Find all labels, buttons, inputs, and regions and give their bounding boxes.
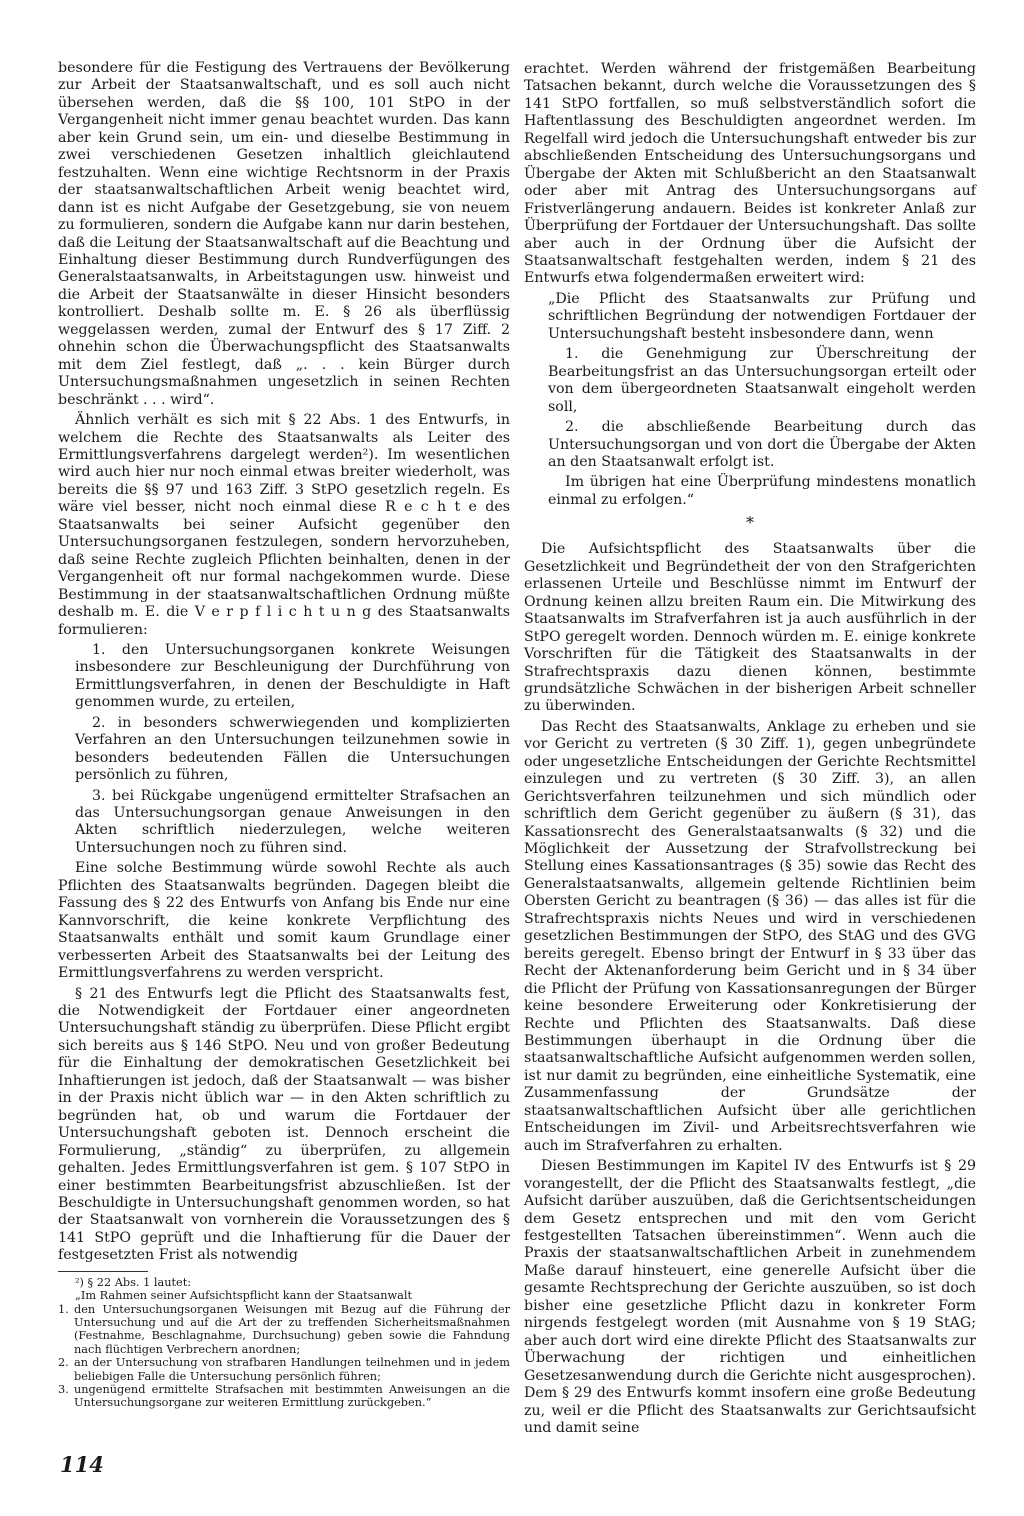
footnote-item-text: den Untersuchungsorganen Weisungen mit Bezug auf die Führung der Untersuchung und auf die Art der zu treffenden Sicherheitsmaßnahmen (Festnahme, Beschlagnahme, Durchsuchung) geben sowie die Fahndung nach flüchtigen Verbrechern anordnen; bbox=[74, 1302, 510, 1356]
page-number: 114 bbox=[60, 1452, 104, 1477]
paragraph: Die Aufsichtspflicht des Staatsanwalts über die Gesetzlichkeit und Begründetheit der von den Strafgerichten erlassenen Urteile und Beschlüsse nimmt im Entwurf der Ordnung keinen allzu breiten Raum ein. Die Mitwirkung des Staatsanwalts im Strafverfahren ist ja auch ausführlich in der StPO geregelt worden. Dennoch würden m. E. einige konkrete Vorschriften für die Tätigkeit des Staatsanwalts in der Strafrechtspraxis dazu dienen können, bestimmte grundsätzliche Schwächen in der bisherigen Arbeit schneller zu überwinden. bbox=[524, 541, 976, 715]
list-item: 2. in besonders schwerwiegenden und komplizierten Verfahren an den Untersuchungen teilzunehmen sowie in besonders bedeutenden Fällen die Untersuchungen persönlich zu führen, bbox=[75, 714, 510, 784]
footnote-divider bbox=[58, 1271, 148, 1272]
quote-closing: Im übrigen hat eine Überprüfung mindestens monatlich einmal zu erfolgen.“ bbox=[548, 474, 976, 508]
footnote-item-text: an der Untersuchung von strafbaren Handlungen teilnehmen und in jedem beliebigen Falle die Untersuchung persönlich führen; bbox=[74, 1356, 510, 1383]
footnote-item bbox=[58, 1383, 510, 1410]
paragraph: Eine solche Bestimmung würde sowohl Rechte als auch Pflichten des Staatsanwalts begründen. Dagegen bleibt die Fassung des § 22 des Entwurfs von Anfang bis Ende nur eine Kannvorschrift, die keine konkrete Verpflichtung des Staatsanwalts enthält und somit kaum Grundlage einer verbesserten Arbeit des Staatsanwalts bei der Leitung des Ermittlungsverfahrens zu werden verspricht. bbox=[58, 860, 510, 982]
footnote-item-number: 1. bbox=[58, 1302, 69, 1316]
footnote-item bbox=[58, 1303, 510, 1357]
paragraph: Diesen Bestimmungen im Kapitel IV des Entwurfs ist § 29 vorangestellt, der die Pflicht des Staatsanwalts festlegt, „die Aufsicht darüber auszuüben, daß die Gerichtsentscheidungen dem Gesetz entsprechen und mit den vom Gericht festgestellten Tatsachen übereinstimmen“. Wenn auch die Praxis der staatsanwaltschaftlichen Arbeit in zunehmendem Maße darauf hinsteuert, eine generelle Aufsicht über die gesamte Rechtsprechung der Gerichte auszuüben, so ist doch bisher eine gesetzliche Pflicht dazu in konkreter Form nirgends festgelegt worden (mit Ausnahme von § 19 StAG; aber auch dort wird eine direkte Pflicht des Staatsanwalts zur Überwachung der richtigen und einheitlichen Gesetzesanwendung durch die Gerichte nicht ausgesprochen). Dem § 29 des Entwurfs kommt insofern eine große Bedeutung zu, weil er die Pflicht des Staatsanwalts zur Gerichtsaufsicht und damit seine bbox=[524, 1158, 977, 1436]
quote-item: 1. die Genehmigung zur Überschreitung der Bearbeitungsfrist an das Untersuchungsorgan erteilt oder von dem übergeordneten Staatsanwalt eingeholt werden soll, bbox=[548, 346, 976, 415]
section-separator: * bbox=[746, 513, 754, 533]
paragraph: Das Recht des Staatsanwalts, Anklage zu erheben und sie vor Gericht zu vertreten (§ 30 Ziff. 1), gegen unbegründete oder ungesetzliche Entscheidungen der Gerichte Rechtsmittel einzulegen und zu vertreten (§ 30 Ziff. 3), an allen Gerichtsverfahren teilzunehmen und sich mündlich oder schriftlich dem Gericht gegenüber zu äußern (§ 31), das Kassationsrecht des Generalstaatsanwalts (§ 32) und die Möglichkeit der Aussetzung der Strafvollstreckung bei Stellung eines Kassationsantrages (§ 35) sowie das Recht des Generalstaatsanwalts, allgemein geltende Richtlinien beim Obersten Gericht zu beantragen (§ 36) — das alles ist für die Strafrechtspraxis nichts Neues und wird in verschiedenen gesetzlichen Bestimmungen der StPO, des StAG und des GVG bereits geregelt. Ebenso bringt der Entwurf in § 33 über das Recht der Aktenanforderung beim Gericht und in § 34 über die Pflicht der Prüfung von Kassationsanregungen der Bürger keine besondere Erweiterung oder Konkretisierung der Rechte und Pflichten des Staatsanwalts. Daß diese Bestimmungen überhaupt in die Ordnung über die staatsanwaltschaftliche Aufsicht aufgenommen werden sollen, ist nur damit zu begründen, eine einheitliche Systematik, eine Zusammenfassung der Grundsätze der staatsanwaltschaftlichen Aufsicht über alle gerichtlichen Entscheidungen im Zivil- und Arbeitsrechtsverfahren wie auch im Strafverfahren zu erhalten. bbox=[524, 718, 976, 1154]
footnote-intro: „Im Rahmen seiner Aufsichtspflicht kann der Staatsanwalt bbox=[75, 1289, 413, 1303]
footnote-item bbox=[58, 1356, 510, 1383]
paragraph: § 21 des Entwurfs legt die Pflicht des Staatsanwalts fest, die Notwendigkeit der Fortdauer einer angeordneten Untersuchungshaft ständig zu überprüfen. Diese Pflicht ergibt sich bereits aus § 146 StPO. Neu und von großer Bedeutung für die Einhaltung der demokratischen Gesetzlichkeit bei Inhaftierungen ist jedoch, daß der Staatsanwalt — was bisher in der Praxis nicht üblich war — in den Akten schriftlich zu begründen hat, ob und warum die Fortdauer der Untersuchungshaft geboten ist. Dennoch erscheint die Formulierung, „ständig“ zu überprüfen, zu allgemein gehalten. Jedes Ermittlungsverfahren ist gem. § 107 StPO in einer bestimmten Bearbeitungsfrist abzuschließen. Ist der Beschuldigte in Untersuchungshaft genommen worden, so hat der Staatsanwalt von vornherein die Voraussetzungen des § 141 StPO geprüft und die Inhaftierung für die Dauer der festgesetzten Frist als notwendig bbox=[58, 985, 510, 1264]
list-item: 1. den Untersuchungsorganen konkrete Weisungen insbesondere zur Beschleunigung der Durchführung von Ermittlungsverfahren, in denen der Beschuldigte in Haft genommen wurde, zu erteilen, bbox=[75, 641, 510, 711]
footnote-item-number: 3. bbox=[58, 1383, 69, 1397]
footnote-item-number: 2. bbox=[58, 1356, 69, 1370]
footnote bbox=[58, 1276, 510, 1410]
right-column bbox=[524, 61, 976, 1440]
paragraph: Ähnlich verhält es sich mit § 22 Abs. 1 des Entwurfs, in welchem die Rechte des Staatsanwalts als Leiter des Ermittlungsverfahrens dargelegt werden²). Im wesentlichen wird auch hier nur noch einmal etwas breiter wiederholt, was bereits die §§ 97 und 163 Ziff. 3 StPO gesetzlich regeln. Es wäre viel besser, nicht noch einmal diese R e c h t e des Staatsanwalts bei seiner Aufsicht gegenüber den Untersuchungsorganen festzulegen, sondern hervorzuheben, daß seine Rechte zugleich Pflichten beinhalten, denen in der Vergangenheit oft nur formal nachgekommen wurde. Diese Bestimmung in der staatsanwaltschaftlichen Ordnung müßte deshalb m. E. die V e r p f l i c h t u n g des Staatsanwalts formulieren: bbox=[58, 412, 510, 638]
paragraph: besondere für die Festigung des Vertrauens der Bevölkerung zur Arbeit der Staatsanwaltschaft, und es soll auch nicht übersehen werden, daß die §§ 100, 101 StPO in der Vergangenheit nicht immer genau beachtet wurden. Das kann aber kein Grund sein, um ein- und dieselbe Bestimmung in zwei verschiedenen Gesetzen inhaltlich gleichlautend festzuhalten. Wenn eine wichtige Rechtsnorm in der Praxis der staatsanwaltschaftlichen Arbeit wenig beachtet wird, dann ist es nicht Aufgabe der Gesetzgebung, sie von neuem zu formulieren, sondern die Aufgabe kann nur darin bestehen, daß die Leitung der Staatsanwaltschaft auf die Beachtung und Einhaltung dieser Bestimmung durch Rundverfügungen des Generalstaatsanwalts, in Arbeitstagungen usw. hinweist und die Arbeit der Staatsanwälte in dieser Hinsicht besonders kontrolliert. Deshalb sollte m. E. § 26 als überflüssig weggelassen werden, zumal der Entwurf des § 17 Ziff. 2 ohnehin schon die Überwachungspflicht des Staatsanwalts mit dem Ziel festlegt, daß „. . . kein Bürger durch Untersuchungsmaßnahmen ungesetzlich in seinen Rechten beschränkt . . . wird“. bbox=[58, 60, 510, 408]
list-item: 3. bei Rückgabe ungenügend ermittelter Strafsachen an das Untersuchungsorgan genaue Anweisungen in den Akten schriftlich niederzulegen, welche weiteren Untersuchungen noch zu führen sind. bbox=[75, 787, 510, 856]
footnote-heading: ²) § 22 Abs. 1 lautet: bbox=[75, 1275, 192, 1289]
quote-item: 2. die abschließende Bearbeitung durch das Untersuchungsorgan und von dort die Übergabe der Akten an den Staatsanwalt erfolgt ist. bbox=[548, 419, 976, 470]
footnote-item-text: ungenügend ermittelte Strafsachen mit bestimmten Anweisungen an die Untersuchungsorgane zur weiteren Ermittlung zurückgeben.“ bbox=[74, 1383, 510, 1410]
left-column bbox=[58, 60, 510, 1410]
quote-intro: „Die Pflicht des Staatsanwalts zur Prüfung und schriftlichen Begründung der notwendigen Fortdauer der Untersuchungshaft besteht insbesondere dann, wenn bbox=[548, 290, 976, 342]
paragraph: erachtet. Werden während der fristgemäßen Bearbeitung Tatsachen bekannt, durch welche die Voraussetzungen des § 141 StPO fortfallen, so muß selbstverständlich sofort die Haftentlassung des Beschuldigten angeordnet werden. Im Regelfall wird jedoch die Untersuchungshaft entweder bis zur abschließenden Entscheidung des Untersuchungsorgans und Übergabe der Akten mit Schlußbericht an den Staatsanwalt oder aber mit Antrag des Untersuchungsorgans auf Fristverlängerung andauern. Beides ist konkreter Anlaß zur Überprüfung der Fortdauer der Untersuchungshaft. Das sollte aber auch in der Ordnung über die Aufsicht der Staatsanwaltschaft festgehalten werden, indem § 21 des Entwurfs etwa folgendermaßen erweitert wird: bbox=[524, 61, 976, 287]
